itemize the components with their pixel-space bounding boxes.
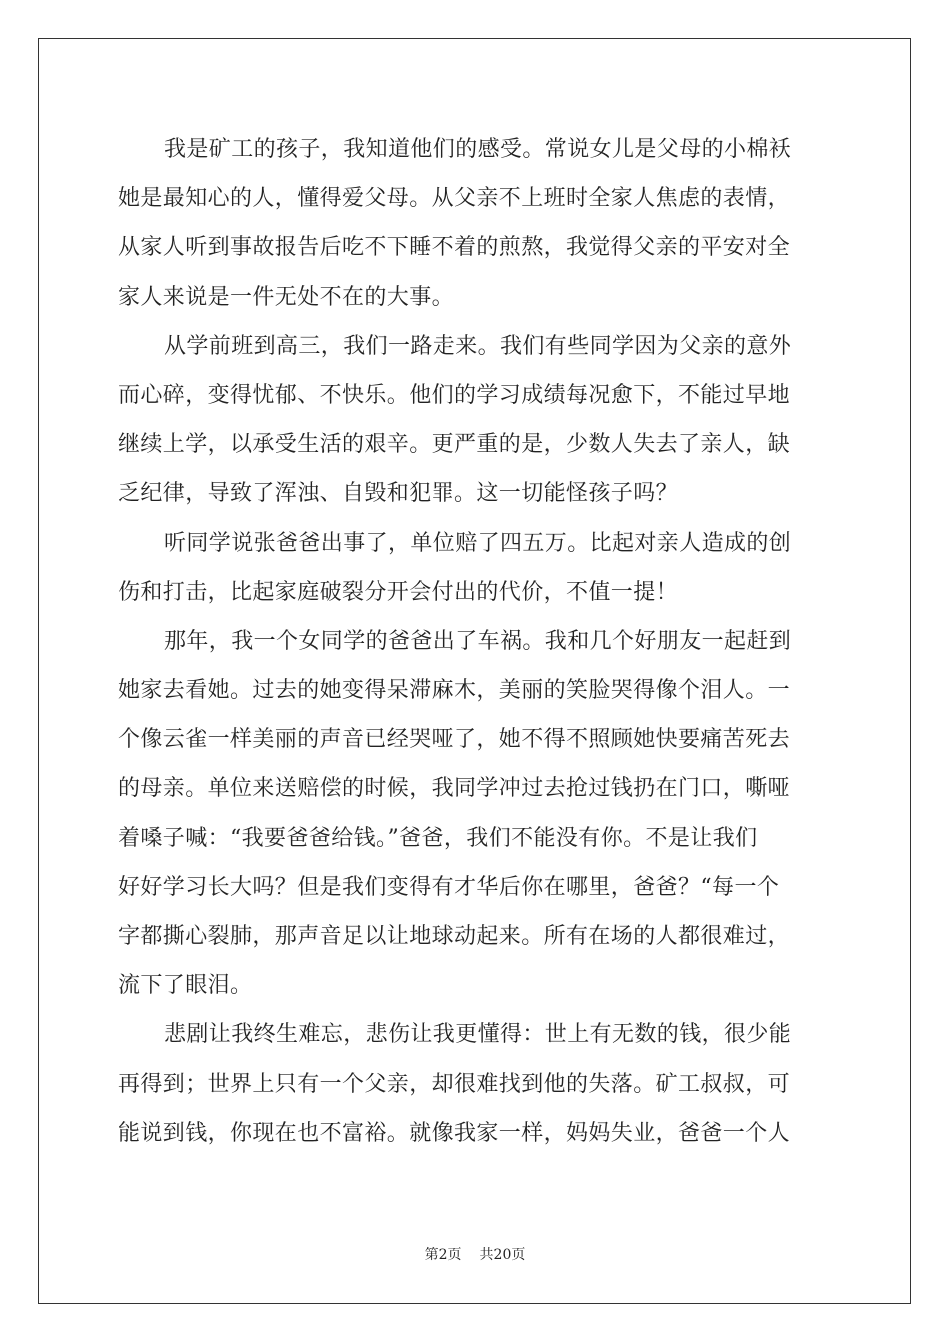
text-line: 悲剧让我终生难忘，悲伤让我更懂得：世上有无数的钱，很少能 — [164, 1022, 792, 1048]
document-body — [118, 125, 834, 1158]
text-line: 她是最知心的人，懂得爱父母。从父亲不上班时全家人焦虑的表情， — [118, 186, 791, 212]
text-line: 从学前班到高三，我们一路走来。我们有些同学因为父亲的意外 — [164, 333, 792, 359]
text-line: 伤和打击，比起家庭破裂分开会付出的代价，不值一提！ — [118, 579, 679, 605]
text-line: 的母亲。单位来送赔偿的时候，我同学冲过去抢过钱扔在门口，嘶哑 — [118, 776, 791, 802]
text-line: 能说到钱，你现在也不富裕。就像我家一样，妈妈失业，爸爸一个人 — [118, 1120, 791, 1146]
text-line: 字都撕心裂肺，那声音足以让地球动起来。所有在场的人都很难过， — [118, 924, 791, 949]
page-total: 共20页 — [479, 1247, 526, 1263]
text-line: 乏纪律，导致了浑浊、自毁和犯罪。这一切能怪孩子吗？ — [118, 481, 679, 507]
page-footer — [0, 1244, 950, 1264]
text-line: 再得到；世界上只有一个父亲，却很难找到他的失落。矿工叔叔，可 — [118, 1071, 791, 1097]
text-line: 我是矿工的孩子，我知道他们的感受。常说女儿是父母的小棉袄 — [164, 137, 792, 162]
text-line: 听同学说张爸爸出事了，单位赔了四五万。比起对亲人造成的创 — [164, 530, 792, 556]
text-line: 那年，我一个女同学的爸爸出了车祸。我和几个好朋友一起赶到 — [164, 628, 792, 654]
text-line: 继续上学，以承受生活的艰辛。更严重的是，少数人失去了亲人，缺 — [118, 432, 791, 458]
text-line: 个像云雀一样美丽的声音已经哭哑了，她不得不照顾她快要痛苦死去 — [118, 727, 791, 753]
text-line: 流下了眼泪。 — [118, 973, 253, 999]
text-line: 着嗓子喊：“我要爸爸给钱。”爸爸，我们不能没有你。不是让我们 — [118, 825, 758, 851]
text-line: 家人来说是一件无处不在的大事。 — [118, 284, 455, 310]
page-number: 第2页 — [424, 1247, 462, 1263]
text-line: 好好学习长大吗？但是我们变得有才华后你在哪里，爸爸？“每一个 — [118, 874, 780, 900]
text-line: 她家去看她。过去的她变得呆滞麻木，美丽的笑脸哭得像个泪人。一 — [118, 678, 791, 704]
text-line: 而心碎，变得忧郁、不快乐。他们的学习成绩每况愈下，不能过早地 — [118, 382, 791, 408]
text-line: 从家人听到事故报告后吃不下睡不着的煎熬，我觉得父亲的平安对全 — [118, 235, 791, 261]
